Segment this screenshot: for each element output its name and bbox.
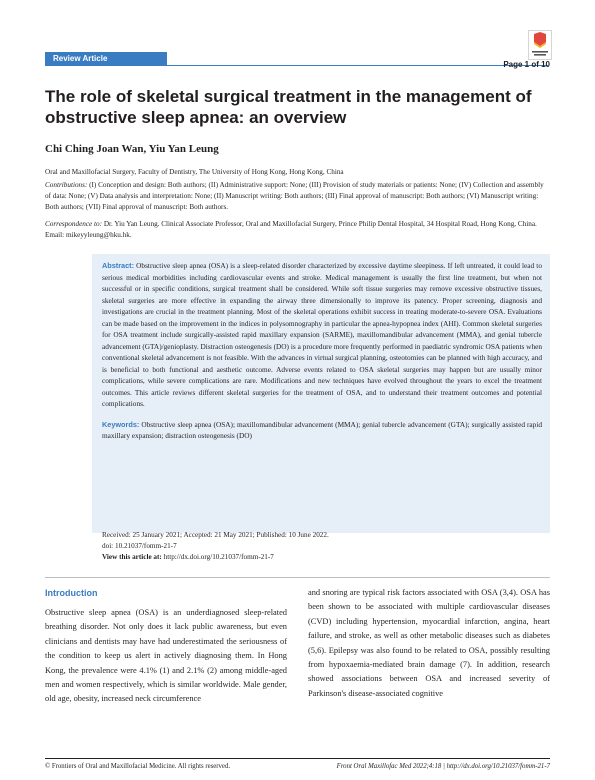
- keywords-text: Obstructive sleep apnea (OSA); maxillomandibular advancement (MMA); genial tubercle advancement (GTA); surgically assisted rapid maxillary expansion; distraction osteogenesis (DO): [102, 419, 542, 440]
- introduction-heading: Introduction: [45, 588, 98, 598]
- contributions: [45, 180, 550, 213]
- affiliation: Oral and Maxillofacial Surgery, Faculty of Dentistry, The University of Hong Kong, Hong Kong, China: [45, 168, 344, 176]
- intro-column-right: and snoring are typical risk factors associated with OSA (3,4). OSA has been shown to be associated with multiple cardiovascular diseases (CVD) including hypertension, myocardial infarction, angina, heart failure, and stroke, as well as other metabolic diseases such as diabetes (5,6). Epilepsy was also found to be related to OSA, possibly resulting from hypoxaemia-mediated brain damage (7). In addition, research showed associations between OSA and increased severity of Parkinson's disease-associated cognitive: [308, 588, 550, 698]
- check-for-updates-icon[interactable]: [528, 30, 552, 60]
- correspondence-text: Dr. Yiu Yan Leung. Clinical Associate Professor, Oral and Maxillofacial Surgery, Prince Philip Dental Hospital, 34 Hospital Road, Hong Kong, China. Email: mikeyyleung@hku.hk.: [45, 220, 537, 239]
- footer-citation-text: Front Oral Maxillofac Med 2022;4:18 | http://dx.doi.org/10.21037/fomm-21-7: [336, 763, 550, 770]
- abstract-text: Obstructive sleep apnea (OSA) is a sleep-related disorder characterized by excessive daytime sleepiness. If left untreated, it could lead to serious medical morbidities including cardiovascular events and stroke. Medical management is usually the first line treatment, but when not successful or in specific conditions, surgical treatment shall be considered. While soft tissue surgeries may remove excessive obstructive tissues, skeletal surgeries are more effective in expanding the airway three dimensionally to improve its patency. Proper screening, diagnosis and investigations are crucial in the treatment planning. Most of the skeletal operations exhibit success in treating moderate-to-severe OSA. Evaluations can be made based on the improvement in the indices in polysomnography in particular the apnea-hypopnea index (AHI). Common skeletal surgeries for OSA treatment include surgically-assisted rapid maxillary expansion (SARME), maxillomandibular advancement (MMA), and genial tubercle advancement (GTA)/genioplasty. Distraction osteogenesis (DO) is a procedure more frequently performed in paediatric syndromic OSA patients when conventional skeletal advancement is not feasible. With the advances in virtual surgical planning, osteotomies can be planned with high accuracy, and is beneficial to both functional and aesthetic outcome. Adverse events related to OSA skeletal surgeries may happen but are usually minor complications, while severe complications are rare. Modifications and new techniques have evolved throughout the years to excel the treatment outcomes. This article reviews different skeletal surgeries for the treatment of OSA, and to understand their treatment outcomes and potential complications.: [102, 261, 542, 408]
- contributions-text: (I) Conception and design: Both authors; (II) Administrative support: None; (III) Provision of study materials or patients: None; (IV) Collection and assembly of data: None; (V) Data analysis and interpretation: None; (II) Manuscript writing: Both authors; (III) Final approval of manuscript: Both authors; (VI) Manuscript writing: Both authors; (VII) Final approval of manuscript: Both authors.: [45, 181, 544, 211]
- view-article: [102, 552, 542, 563]
- correspondence-label: Correspondence to:: [45, 220, 103, 228]
- footer-citation: [337, 763, 550, 770]
- intro-column-left: Obstructive sleep apnea (OSA) is an underdiagnosed sleep-related breathing disorder. Not only does it lack public awareness, but even clinicians and dentists may have had underestimated the seriousness of the condition to keep us alert in actively diagnosing them. In Hong Kong, the prevalence were 4.1% (1) and 2.1% (2) among middle-aged men and women respectively, which is similar worldwide. Male gender, old age, obesity, increased neck circumference: [45, 608, 287, 704]
- view-article-link[interactable]: http://dx.doi.org/10.21037/fomm-21-7: [163, 553, 274, 561]
- article-type-tag: [45, 52, 167, 65]
- abstract: [102, 260, 542, 410]
- doi: doi: 10.21037/fomm-21-7: [102, 542, 177, 550]
- footer-rule: [45, 758, 550, 759]
- abstract-label: Abstract:: [102, 261, 135, 270]
- contributions-label: Contributions:: [45, 181, 88, 189]
- keywords: [102, 419, 542, 442]
- view-article-label: View this article at:: [102, 553, 162, 561]
- author-list: Chi Ching Joan Wan, Yiu Yan Leung: [45, 143, 219, 155]
- publication-dates: Received: 25 January 2021; Accepted: 21 May 2021; Published: 10 June 2022.: [102, 531, 329, 539]
- abstract-box: [92, 254, 550, 533]
- header-rule: [45, 65, 548, 66]
- page-number: Page 1 of 10: [503, 60, 550, 69]
- section-divider: [45, 577, 550, 578]
- footer-copyright: © Frontiers of Oral and Maxillofacial Medicine. All rights reserved.: [45, 763, 231, 770]
- article-type-label: Review Article: [53, 54, 108, 63]
- correspondence: [45, 219, 550, 241]
- article-title: The role of skeletal surgical treatment in the management of obstructive sleep apnea: an overview: [45, 87, 532, 127]
- keywords-label: Keywords:: [102, 419, 140, 429]
